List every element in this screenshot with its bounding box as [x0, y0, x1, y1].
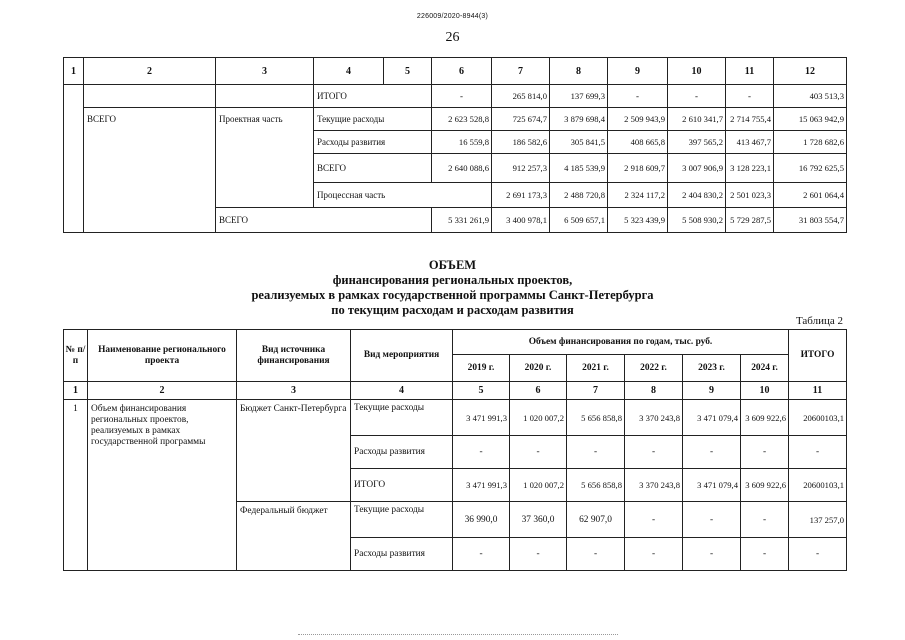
- value-cell: 3 471 991,3: [453, 400, 510, 436]
- value-cell: 403 513,3: [774, 85, 847, 108]
- table-row: [64, 85, 847, 108]
- value-cell: 37 360,0: [510, 502, 567, 538]
- value-cell: -: [608, 85, 668, 108]
- value-cell: -: [668, 85, 726, 108]
- col-number: 7: [492, 58, 550, 85]
- table2-header: [64, 330, 847, 355]
- value-cell: 5 729 287,5: [726, 208, 774, 233]
- col-number: 5: [384, 58, 432, 85]
- value-cell: -: [625, 538, 683, 571]
- table-row: [64, 400, 847, 436]
- value-cell: 5 331 261,9: [432, 208, 492, 233]
- value-cell: -: [726, 85, 774, 108]
- value-cell: 1 020 007,2: [510, 469, 567, 502]
- value-cell: -: [567, 436, 625, 469]
- col-number: 9: [683, 382, 741, 400]
- value-cell: 137 257,0: [789, 502, 847, 538]
- value-cell: 16 559,8: [432, 131, 492, 154]
- activity-label: Текущие расходы: [351, 502, 453, 538]
- scan-artifact: [298, 634, 618, 637]
- header-num: № п/п: [64, 330, 88, 382]
- value-cell: 2 601 064,4: [774, 183, 847, 208]
- activity-label: ИТОГО: [351, 469, 453, 502]
- value-cell: 2 918 609,7: [608, 154, 668, 183]
- section-subtitle: финансирования региональных проектов,: [332, 273, 573, 287]
- summary-table: [63, 57, 847, 233]
- header-year: 2020 г.: [510, 355, 567, 382]
- value-cell: -: [432, 85, 492, 108]
- header-year: 2019 г.: [453, 355, 510, 382]
- value-cell: 3 471 079,4: [683, 400, 741, 436]
- col-number: 7: [567, 382, 625, 400]
- header-activity: Вид мероприятия: [351, 330, 453, 382]
- col-number: 12: [774, 58, 847, 85]
- col-number: 1: [64, 382, 88, 400]
- col-number: 5: [453, 382, 510, 400]
- value-cell: 5 656 858,8: [567, 400, 625, 436]
- activity-label: Расходы развития: [351, 538, 453, 571]
- col-number: 10: [741, 382, 789, 400]
- value-cell: 1 020 007,2: [510, 400, 567, 436]
- value-cell: 5 508 930,2: [668, 208, 726, 233]
- value-cell: 2 324 117,2: [608, 183, 668, 208]
- financing-table: [63, 329, 847, 571]
- value-cell: 2 691 173,3: [492, 183, 550, 208]
- value-cell: 15 063 942,9: [774, 108, 847, 131]
- value-cell: 6 509 657,1: [550, 208, 608, 233]
- section-subtitle: по текущим расходам и расходам развития: [331, 303, 574, 317]
- header-year: 2021 г.: [567, 355, 625, 382]
- value-cell: 3 400 978,1: [492, 208, 550, 233]
- col-number: 8: [625, 382, 683, 400]
- value-cell: -: [510, 436, 567, 469]
- value-cell: 2 488 720,8: [550, 183, 608, 208]
- source-federal: Федеральный бюджет: [237, 502, 351, 571]
- section-title: ОБЪЕМ: [428, 258, 477, 272]
- value-cell: 2 610 341,7: [668, 108, 726, 131]
- value-cell: 397 565,2: [668, 131, 726, 154]
- value-cell: 31 803 554,7: [774, 208, 847, 233]
- value-cell: 137 699,3: [550, 85, 608, 108]
- page-number: 26: [445, 30, 460, 45]
- col-number: 11: [726, 58, 774, 85]
- header-year: 2023 г.: [683, 355, 741, 382]
- header-total: ИТОГО: [789, 330, 847, 382]
- col-number: 2: [88, 382, 237, 400]
- table1-column-numbers: [64, 58, 847, 85]
- col-number: 11: [789, 382, 847, 400]
- value-cell: -: [741, 502, 789, 538]
- value-cell: 305 841,5: [550, 131, 608, 154]
- value-cell: 5 323 439,9: [608, 208, 668, 233]
- value-cell: -: [683, 502, 741, 538]
- value-cell: 36 990,0: [453, 502, 510, 538]
- empty-cell: [64, 85, 84, 233]
- header-source: Вид источника финансирования: [237, 330, 351, 382]
- value-cell: 3 609 922,6: [741, 400, 789, 436]
- col-number: 1: [64, 58, 84, 85]
- value-cell: -: [741, 436, 789, 469]
- group-label: Проектная часть: [216, 108, 314, 208]
- row-label: ИТОГО: [314, 85, 432, 108]
- header-name: Наименование регионального проекта: [88, 330, 237, 382]
- value-cell: -: [625, 502, 683, 538]
- col-number: 6: [432, 58, 492, 85]
- value-cell: -: [567, 538, 625, 571]
- row-label: ВСЕГО: [314, 154, 432, 183]
- source-spb: Бюджет Санкт-Петербурга: [237, 400, 351, 502]
- value-cell: 20600103,1: [789, 469, 847, 502]
- value-cell: -: [453, 436, 510, 469]
- value-cell: 20600103,1: [789, 400, 847, 436]
- col-number: 3: [237, 382, 351, 400]
- project-name: Объем финансирования региональных проектов, реализуемых в рамках государственной программы: [88, 400, 237, 571]
- value-cell: 16 792 625,5: [774, 154, 847, 183]
- value-cell: -: [683, 436, 741, 469]
- value-cell: 3 370 243,8: [625, 400, 683, 436]
- value-cell: 62 907,0: [567, 502, 625, 538]
- value-cell: 3 370 243,8: [625, 469, 683, 502]
- col-number: 10: [668, 58, 726, 85]
- empty-cell: [216, 85, 314, 108]
- value-cell: 413 467,7: [726, 131, 774, 154]
- value-cell: -: [625, 436, 683, 469]
- value-cell: 2 640 088,6: [432, 154, 492, 183]
- value-cell: -: [453, 538, 510, 571]
- row-label: Расходы развития: [314, 131, 432, 154]
- activity-label: Расходы развития: [351, 436, 453, 469]
- value-cell: -: [510, 538, 567, 571]
- value-cell: 3 879 698,4: [550, 108, 608, 131]
- value-cell: 2 623 528,8: [432, 108, 492, 131]
- row-label: ВСЕГО: [216, 208, 432, 233]
- value-cell: 725 674,7: [492, 108, 550, 131]
- value-cell: 3 471 991,3: [453, 469, 510, 502]
- group-label: ВСЕГО: [84, 108, 216, 233]
- value-cell: 5 656 858,8: [567, 469, 625, 502]
- value-cell: 2 404 830,2: [668, 183, 726, 208]
- value-cell: -: [741, 538, 789, 571]
- col-number: 2: [84, 58, 216, 85]
- value-cell: 408 665,8: [608, 131, 668, 154]
- header-year: 2024 г.: [741, 355, 789, 382]
- col-number: 9: [608, 58, 668, 85]
- document-id: 226009/2020-8944(3): [416, 13, 489, 20]
- value-cell: 2 501 023,3: [726, 183, 774, 208]
- value-cell: 912 257,3: [492, 154, 550, 183]
- col-number: 6: [510, 382, 567, 400]
- header-year: 2022 г.: [625, 355, 683, 382]
- value-cell: 4 185 539,9: [550, 154, 608, 183]
- value-cell: 186 582,6: [492, 131, 550, 154]
- value-cell: 3 471 079,4: [683, 469, 741, 502]
- row-number: 1: [64, 400, 88, 571]
- empty-cell: [84, 85, 216, 108]
- value-cell: 3 007 906,9: [668, 154, 726, 183]
- value-cell: -: [789, 538, 847, 571]
- col-number: 8: [550, 58, 608, 85]
- value-cell: 1 728 682,6: [774, 131, 847, 154]
- value-cell: 3 128 223,1: [726, 154, 774, 183]
- value-cell: -: [789, 436, 847, 469]
- section-subtitle: реализуемых в рамках государственной программы Санкт-Петербурга: [251, 288, 654, 302]
- header-volume: Объем финансирования по годам, тыс. руб.: [453, 330, 789, 355]
- col-number: 4: [314, 58, 384, 85]
- row-label: Процессная часть: [314, 183, 492, 208]
- col-number: 4: [351, 382, 453, 400]
- table-row: [64, 108, 847, 131]
- value-cell: 3 609 922,6: [741, 469, 789, 502]
- value-cell: 2 509 943,9: [608, 108, 668, 131]
- row-label: Текущие расходы: [314, 108, 432, 131]
- activity-label: Текущие расходы: [351, 400, 453, 436]
- table-label: Таблица 2: [795, 315, 843, 327]
- col-number: 3: [216, 58, 314, 85]
- value-cell: 265 814,0: [492, 85, 550, 108]
- value-cell: 2 714 755,4: [726, 108, 774, 131]
- value-cell: -: [683, 538, 741, 571]
- table2-column-numbers: [64, 382, 847, 400]
